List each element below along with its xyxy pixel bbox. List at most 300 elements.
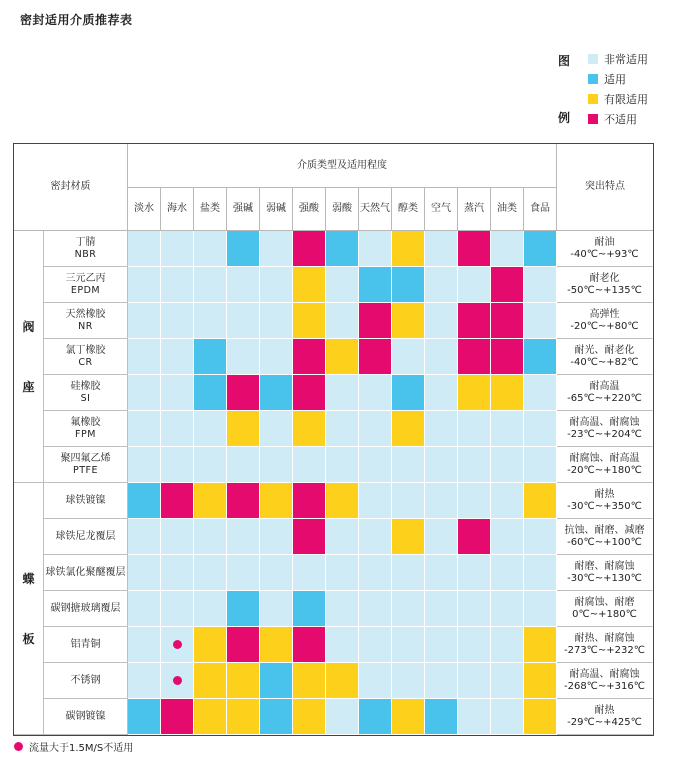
feature-cell: [557, 267, 653, 303]
rating-cell: [227, 267, 260, 303]
rating-cell: [194, 339, 227, 375]
rating-cell: [128, 663, 161, 699]
feature-text: 耐热、耐腐蚀: [574, 632, 635, 644]
rating-cell: [194, 447, 227, 483]
legend-label: 适用: [604, 73, 626, 86]
rating-cell: [524, 627, 557, 663]
material-name: [44, 231, 128, 267]
rating-cell: [392, 339, 425, 375]
rating-cell: [458, 519, 491, 555]
rating-cell: [326, 267, 359, 303]
rating-cell: [524, 375, 557, 411]
material-name: [44, 411, 128, 447]
material-zh: 硅橡胶: [70, 380, 101, 392]
rating-cell: [458, 267, 491, 303]
rating-cell: [359, 303, 392, 339]
rating-cell: [260, 231, 293, 267]
legend: [558, 52, 688, 136]
rating-cell: [293, 411, 326, 447]
rating-cell: [524, 591, 557, 627]
rating-cell: [458, 555, 491, 591]
material-zh: 球铁尼龙覆层: [55, 530, 116, 542]
rating-cell: [227, 231, 260, 267]
rating-cell: [524, 519, 557, 555]
rating-cell: [392, 699, 425, 735]
rating-cell: [326, 339, 359, 375]
rating-cell: [260, 699, 293, 735]
rating-cell: [227, 663, 260, 699]
footnote: [14, 739, 133, 754]
rating-cell: [128, 267, 161, 303]
features-header: 突出特点: [557, 144, 653, 231]
rating-cell: [161, 267, 194, 303]
column-header: 空气: [425, 188, 458, 231]
feature-cell: [557, 339, 653, 375]
rating-cell: [458, 627, 491, 663]
rating-cell: [359, 483, 392, 519]
rating-cell: [128, 411, 161, 447]
rating-cell: [326, 519, 359, 555]
feature-cell: [557, 519, 653, 555]
feature-text: 耐油: [594, 236, 615, 248]
rating-cell: [326, 591, 359, 627]
legend-swatch: [588, 94, 598, 104]
rating-cell: [425, 303, 458, 339]
feature-text: 耐磨、耐腐蚀: [574, 560, 635, 572]
feature-cell: [557, 663, 653, 699]
rating-cell: [458, 591, 491, 627]
rating-cell: [194, 627, 227, 663]
rating-cell: [194, 591, 227, 627]
temperature-range: -65℃~+220℃: [567, 392, 642, 404]
rating-cell: [260, 339, 293, 375]
legend-label: 非常适用: [604, 53, 648, 66]
rating-cell: [392, 375, 425, 411]
material-name: [44, 663, 128, 699]
rating-cell: [524, 447, 557, 483]
feature-cell: [557, 411, 653, 447]
rating-cell: [227, 699, 260, 735]
temperature-range: -50℃~+135℃: [567, 284, 642, 296]
feature-text: 耐光、耐老化: [574, 344, 635, 356]
material-en: NR: [78, 320, 93, 332]
rating-cell: [491, 231, 524, 267]
rating-cell: [524, 555, 557, 591]
rating-cell: [491, 627, 524, 663]
rating-cell: [359, 591, 392, 627]
column-header: 弱酸: [326, 188, 359, 231]
rating-cell: [326, 447, 359, 483]
rating-cell: [260, 555, 293, 591]
temperature-range: -40℃~+93℃: [570, 248, 639, 260]
rating-cell: [161, 339, 194, 375]
rating-cell: [326, 411, 359, 447]
legend-item-limited: [588, 92, 648, 106]
column-header: 盐类: [194, 188, 227, 231]
feature-cell: [557, 231, 653, 267]
feature-cell: [557, 303, 653, 339]
rating-cell: [128, 339, 161, 375]
rating-cell: [491, 555, 524, 591]
rating-cell: [161, 663, 194, 699]
rating-cell: [227, 483, 260, 519]
rating-cell: [392, 267, 425, 303]
material-zh: 碳钢搪玻璃覆层: [50, 602, 121, 614]
rating-cell: [491, 663, 524, 699]
rating-cell: [425, 447, 458, 483]
rating-cell: [326, 699, 359, 735]
rating-cell: [392, 663, 425, 699]
rating-cell: [524, 663, 557, 699]
rating-cell: [491, 591, 524, 627]
rating-cell: [293, 267, 326, 303]
group-label: [14, 483, 44, 735]
rating-cell: [491, 411, 524, 447]
material-name: [44, 483, 128, 519]
feature-text: 耐热: [594, 488, 615, 500]
material-zh: 碳钢镀镍: [65, 710, 106, 722]
rating-cell: [194, 411, 227, 447]
rating-cell: [359, 699, 392, 735]
rating-cell: [425, 699, 458, 735]
material-name: [44, 555, 128, 591]
rating-cell: [293, 339, 326, 375]
column-header: 醇类: [392, 188, 425, 231]
material-en: PTFE: [73, 464, 98, 476]
rating-cell: [392, 411, 425, 447]
feature-text: 耐热: [594, 704, 615, 716]
material-name: [44, 519, 128, 555]
rating-cell: [128, 375, 161, 411]
column-header: 食品: [524, 188, 557, 231]
group-label-char: 阀: [22, 319, 35, 334]
rating-cell: [128, 591, 161, 627]
rating-cell: [458, 375, 491, 411]
column-header: 弱碱: [260, 188, 293, 231]
temperature-range: -30℃~+130℃: [567, 572, 642, 584]
rating-cell: [128, 699, 161, 735]
rating-cell: [326, 303, 359, 339]
material-zh: 三元乙丙: [65, 272, 106, 284]
rating-cell: [194, 375, 227, 411]
rating-cell: [326, 483, 359, 519]
legend-char-li: 例: [558, 111, 571, 125]
rating-cell: [491, 447, 524, 483]
media-table: [13, 143, 654, 736]
rating-cell: [392, 627, 425, 663]
rating-cell: [326, 627, 359, 663]
rating-cell: [194, 663, 227, 699]
rating-cell: [458, 303, 491, 339]
legend-item-suitable: [588, 72, 626, 86]
group-label: [14, 231, 44, 483]
temperature-range: -40℃~+82℃: [570, 356, 639, 368]
legend-char-tu: 图: [558, 54, 571, 68]
rating-cell: [458, 447, 491, 483]
feature-text: 耐高温: [589, 380, 620, 392]
legend-swatch: [588, 74, 598, 84]
rating-cell: [161, 627, 194, 663]
footnote-text: 流量大于1.5M/S不适用: [29, 743, 134, 754]
temperature-range: -268℃~+316℃: [563, 680, 645, 692]
rating-cell: [293, 627, 326, 663]
rating-cell: [425, 339, 458, 375]
rating-cell: [161, 447, 194, 483]
temperature-range: -60℃~+100℃: [567, 536, 642, 548]
rating-cell: [359, 411, 392, 447]
rating-cell: [161, 591, 194, 627]
rating-cell: [161, 411, 194, 447]
material-name: [44, 627, 128, 663]
rating-cell: [392, 231, 425, 267]
material-name: [44, 375, 128, 411]
rating-cell: [524, 699, 557, 735]
rating-cell: [458, 699, 491, 735]
feature-cell: [557, 627, 653, 663]
rating-cell: [491, 267, 524, 303]
rating-cell: [227, 375, 260, 411]
rating-cell: [458, 663, 491, 699]
rating-cell: [524, 339, 557, 375]
material-name: [44, 447, 128, 483]
rating-cell: [227, 411, 260, 447]
temperature-range: 0℃~+180℃: [572, 608, 637, 620]
rating-cell: [227, 591, 260, 627]
temperature-range: -20℃~+80℃: [570, 320, 639, 332]
rating-cell: [293, 303, 326, 339]
rating-cell: [128, 447, 161, 483]
legend-label: 不适用: [604, 113, 637, 126]
rating-cell: [293, 483, 326, 519]
rating-cell: [161, 483, 194, 519]
material-en: FPM: [75, 428, 96, 440]
rating-cell: [293, 555, 326, 591]
rating-cell: [392, 591, 425, 627]
rating-cell: [359, 555, 392, 591]
rating-cell: [260, 303, 293, 339]
temperature-range: -273℃~+232℃: [563, 644, 645, 656]
rating-cell: [326, 663, 359, 699]
rating-cell: [491, 483, 524, 519]
material-en: CR: [78, 356, 93, 368]
rating-cell: [227, 555, 260, 591]
group-label-char: 座: [22, 379, 35, 394]
material-name: [44, 339, 128, 375]
rating-cell: [128, 555, 161, 591]
rating-cell: [425, 411, 458, 447]
rating-cell: [491, 519, 524, 555]
rating-cell: [293, 519, 326, 555]
temperature-range: -20℃~+180℃: [567, 464, 642, 476]
rating-cell: [194, 555, 227, 591]
rating-cell: [524, 267, 557, 303]
temperature-range: -30℃~+350℃: [567, 500, 642, 512]
feature-text: 抗蚀、耐磨、减磨: [564, 524, 645, 536]
rating-cell: [161, 555, 194, 591]
rating-cell: [293, 591, 326, 627]
legend-item-very-suitable: [588, 52, 648, 66]
rating-cell: [128, 519, 161, 555]
rating-cell: [491, 699, 524, 735]
feature-cell: [557, 447, 653, 483]
rating-cell: [491, 339, 524, 375]
material-name: [44, 303, 128, 339]
feature-cell: [557, 591, 653, 627]
rating-cell: [194, 483, 227, 519]
rating-cell: [260, 375, 293, 411]
column-header: 强碱: [227, 188, 260, 231]
material-zh: 天然橡胶: [65, 308, 106, 320]
rating-cell: [359, 267, 392, 303]
rating-cell: [392, 519, 425, 555]
rating-cell: [128, 483, 161, 519]
rating-cell: [359, 231, 392, 267]
material-zh: 不锈钢: [70, 674, 101, 686]
rating-cell: [425, 267, 458, 303]
rating-cell: [128, 303, 161, 339]
material-zh: 聚四氟乙烯: [60, 452, 111, 464]
rating-cell: [425, 627, 458, 663]
rating-cell: [293, 699, 326, 735]
rating-cell: [227, 519, 260, 555]
rating-cell: [161, 519, 194, 555]
rating-cell: [524, 231, 557, 267]
rating-cell: [194, 231, 227, 267]
feature-text: 耐高温、耐腐蚀: [569, 416, 640, 428]
rating-cell: [425, 555, 458, 591]
rating-cell: [227, 339, 260, 375]
rating-cell: [458, 231, 491, 267]
rating-cell: [425, 663, 458, 699]
flow-note-dot-icon: [173, 640, 182, 649]
rating-cell: [458, 483, 491, 519]
material-en: SI: [80, 392, 91, 404]
material-name: [44, 699, 128, 735]
feature-text: 耐腐蚀、耐高温: [569, 452, 640, 464]
material-en: EPDM: [70, 284, 101, 296]
rating-cell: [359, 375, 392, 411]
rating-cell: [425, 375, 458, 411]
rating-cell: [359, 519, 392, 555]
feature-cell: [557, 483, 653, 519]
dot-marker-icon: [14, 742, 23, 751]
feature-text: 高弹性: [589, 308, 620, 320]
group-label-char: 板: [22, 631, 35, 646]
rating-cell: [194, 303, 227, 339]
legend-item-unsuitable: [588, 112, 637, 126]
rating-cell: [260, 411, 293, 447]
rating-cell: [128, 627, 161, 663]
legend-label: 有限适用: [604, 93, 648, 106]
material-header: 密封材质: [14, 144, 128, 231]
rating-cell: [161, 375, 194, 411]
temperature-range: -23℃~+204℃: [567, 428, 642, 440]
rating-cell: [491, 375, 524, 411]
rating-cell: [392, 447, 425, 483]
feature-text: 耐腐蚀、耐磨: [574, 596, 635, 608]
group-label-char: 蝶: [22, 571, 35, 586]
rating-cell: [326, 231, 359, 267]
feature-cell: [557, 699, 653, 735]
rating-cell: [524, 483, 557, 519]
rating-cell: [227, 447, 260, 483]
rating-cell: [359, 627, 392, 663]
feature-text: 耐高温、耐腐蚀: [569, 668, 640, 680]
material-name: [44, 591, 128, 627]
rating-cell: [161, 231, 194, 267]
feature-cell: [557, 555, 653, 591]
rating-cell: [326, 375, 359, 411]
rating-cell: [524, 411, 557, 447]
rating-cell: [194, 699, 227, 735]
feature-text: 耐老化: [589, 272, 620, 284]
rating-cell: [359, 663, 392, 699]
rating-cell: [260, 591, 293, 627]
material-zh: 氯丁橡胶: [65, 344, 106, 356]
rating-cell: [392, 555, 425, 591]
rating-cell: [260, 519, 293, 555]
rating-cell: [260, 663, 293, 699]
material-zh: 球铁氯化聚醚覆层: [45, 566, 126, 578]
column-header: 淡水: [128, 188, 161, 231]
rating-cell: [458, 339, 491, 375]
flow-note-dot-icon: [173, 676, 182, 685]
rating-cell: [260, 447, 293, 483]
rating-cell: [227, 627, 260, 663]
rating-cell: [260, 267, 293, 303]
legend-swatch: [588, 114, 598, 124]
rating-cell: [260, 483, 293, 519]
rating-cell: [425, 591, 458, 627]
rating-cell: [326, 555, 359, 591]
rating-cell: [260, 627, 293, 663]
rating-cell: [392, 303, 425, 339]
feature-cell: [557, 375, 653, 411]
rating-cell: [524, 303, 557, 339]
rating-cell: [458, 411, 491, 447]
rating-cell: [227, 303, 260, 339]
media-group-header: 介质类型及适用程度: [128, 144, 557, 188]
material-zh: 丁腈: [75, 236, 96, 248]
rating-cell: [161, 699, 194, 735]
temperature-range: -29℃~+425℃: [567, 716, 642, 728]
rating-cell: [194, 519, 227, 555]
page-title: 密封适用介质推荐表: [20, 13, 133, 27]
column-header: 天然气: [359, 188, 392, 231]
rating-cell: [359, 447, 392, 483]
material-zh: 铝青铜: [70, 638, 101, 650]
column-header: 油类: [491, 188, 524, 231]
rating-cell: [491, 303, 524, 339]
column-header: 海水: [161, 188, 194, 231]
rating-cell: [293, 231, 326, 267]
rating-cell: [392, 483, 425, 519]
rating-cell: [161, 303, 194, 339]
legend-swatch: [588, 54, 598, 64]
column-header: 强酸: [293, 188, 326, 231]
rating-cell: [293, 447, 326, 483]
material-zh: 球铁镀镍: [65, 494, 106, 506]
column-header: 蒸汽: [458, 188, 491, 231]
rating-cell: [425, 231, 458, 267]
rating-cell: [425, 519, 458, 555]
material-zh: 氟橡胶: [70, 416, 101, 428]
rating-cell: [293, 375, 326, 411]
material-en: NBR: [74, 248, 97, 260]
rating-cell: [293, 663, 326, 699]
rating-cell: [194, 267, 227, 303]
material-name: [44, 267, 128, 303]
